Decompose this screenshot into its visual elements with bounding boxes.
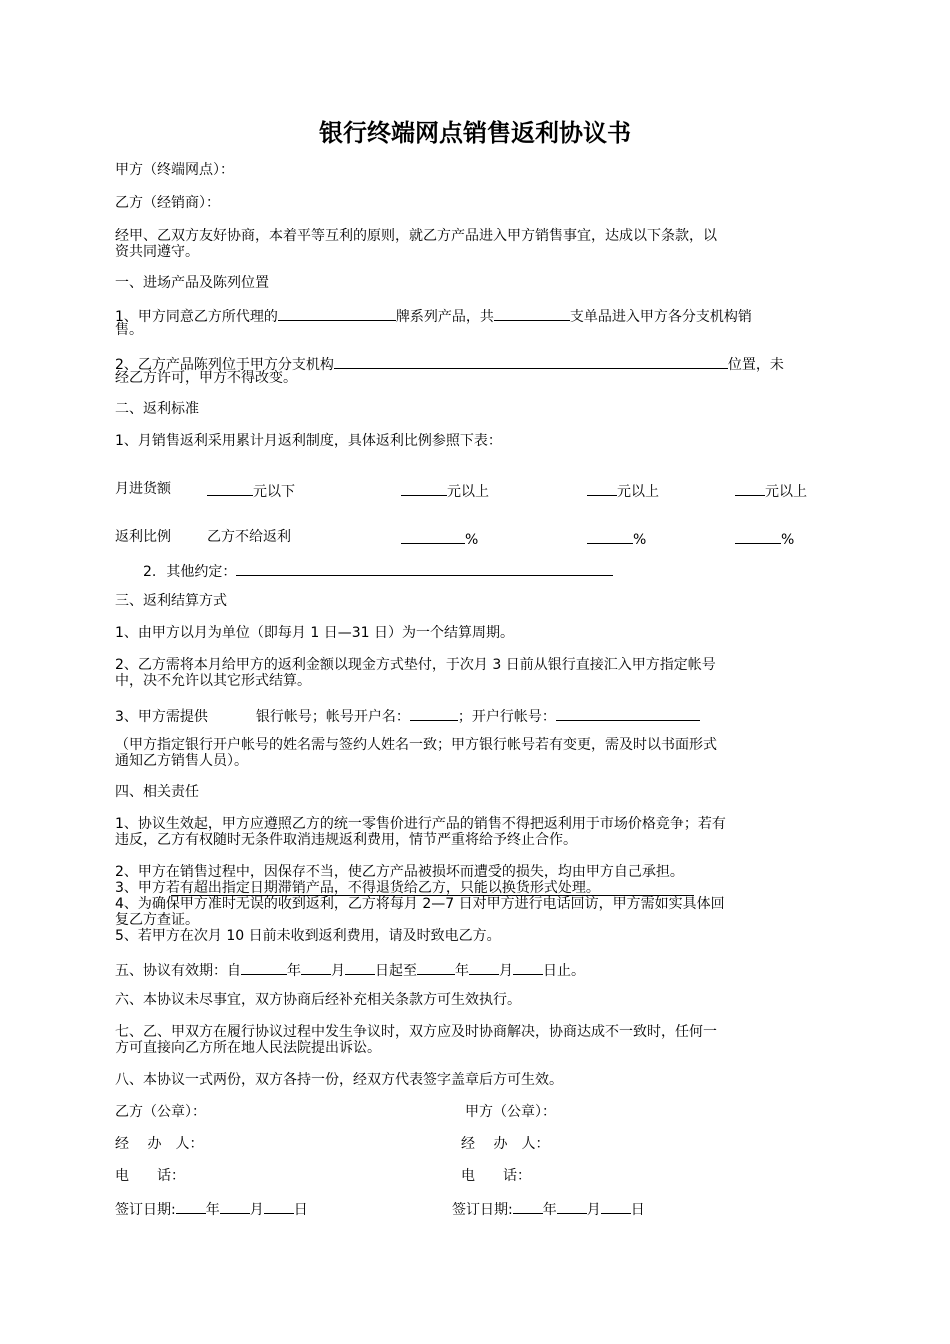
- section-8: 八、本协议一式两份，双方各持一份，经双方代表签字盖章后方可生效。: [115, 1072, 563, 1088]
- clause-4-5: 5、若甲方在次月 10 日前未收到返利费用，请及时致电乙方。: [115, 928, 501, 944]
- day-blank: [264, 1199, 294, 1214]
- purchase-tier-1: [207, 481, 295, 500]
- clause-3-1: 1、由甲方以月为单位（即每月 1 日—31 日）为一个结算周期。: [115, 625, 514, 641]
- clause-3-2-line-1: 2、乙方需将本月给甲方的返利金额以现金方式垫付，于次月 3 日前从银行直接汇入甲方指定帐号: [115, 657, 716, 673]
- party-b-phone: 电 话：: [115, 1168, 185, 1184]
- percent-sign: %: [465, 532, 479, 548]
- clause-text: ；开户行帐号：: [457, 709, 556, 725]
- clause-text: 月: [331, 963, 345, 979]
- party-b-sign-date: [115, 1199, 308, 1218]
- start-day-blank: [345, 960, 375, 975]
- date-unit: 日: [630, 1202, 645, 1218]
- year-blank: [176, 1199, 206, 1214]
- clause-2-1: 1、月销售返利采用累计月返利制度，具体返利比例参照下表：: [115, 433, 502, 449]
- clause-text: 日止。: [543, 963, 585, 979]
- clause-2-2: [143, 561, 613, 580]
- percent-sign: %: [633, 532, 647, 548]
- party-b-label: 乙方（经销商）：: [115, 195, 220, 211]
- clause-text: 银行帐号；帐号开户名：: [255, 709, 410, 725]
- party-a-phone: 电 话：: [461, 1168, 531, 1184]
- clause-text: 日起至: [375, 963, 417, 979]
- item-count-blank: [494, 306, 570, 321]
- party-a-sign-date: [452, 1199, 645, 1218]
- purchase-tier-3: [587, 481, 659, 500]
- date-unit: 年: [205, 1202, 220, 1218]
- clause-1-2-line-2: 经乙方许可，甲方不得改变。: [115, 370, 297, 386]
- rate-blank: [401, 529, 465, 544]
- clause-3-2-line-2: 中，决不允许以其它形式结算。: [115, 673, 311, 689]
- party-b-seal: 乙方（公章）：: [115, 1104, 206, 1120]
- clause-text: 月: [499, 963, 513, 979]
- party-a-agent: 经 办 人：: [461, 1136, 550, 1152]
- rate-tier-3: [587, 529, 646, 548]
- amount-blank: [401, 481, 447, 496]
- tier-text: 元以上: [765, 484, 807, 500]
- tier-text: 元以上: [447, 484, 489, 500]
- tier-text: 元以上: [617, 484, 659, 500]
- note-line-2: 通知乙方销售人员）。: [115, 753, 248, 769]
- clause-4-1-line-2: 违反，乙方有权随时无条件取消违规返利费用，情节严重将给予终止合作。: [115, 832, 577, 848]
- date-label: 签订日期:: [452, 1202, 513, 1218]
- section-6: 六、本协议未尽事宜，双方协商后经补充相关条款方可生效执行。: [115, 992, 521, 1008]
- table-row-label-purchase: 月进货额: [115, 481, 171, 497]
- clause-4-4-line-1: 4、为确保甲方准时无误的收到返利，乙方将每月 2—7 日对甲方进行电话回访，甲方需如实具体回: [115, 896, 725, 912]
- date-unit: 月: [249, 1202, 264, 1218]
- date-unit: 日: [293, 1202, 308, 1218]
- brand-blank: [278, 306, 396, 321]
- end-month-blank: [469, 960, 499, 975]
- start-month-blank: [301, 960, 331, 975]
- section-7-line-2: 方可直接向乙方所在地人民法院提出诉讼。: [115, 1040, 381, 1056]
- clause-text: 其他约定：: [166, 564, 237, 580]
- party-a-label: 甲方（终端网点）：: [115, 162, 234, 178]
- note-line-1: （甲方指定银行开户帐号的姓名需与签约人姓名一致；甲方银行帐号若有变更，需及时以书面形式: [115, 737, 717, 753]
- party-a-seal: 甲方（公章）：: [465, 1104, 556, 1120]
- position-blank: [334, 354, 728, 369]
- account-name-blank: [410, 706, 458, 721]
- percent-sign: %: [781, 532, 795, 548]
- other-terms-blank: [236, 561, 613, 576]
- purchase-tier-4: [735, 481, 807, 500]
- day-blank: [601, 1199, 631, 1214]
- date-unit: 年: [542, 1202, 557, 1218]
- date-label: 签订日期:: [115, 1202, 176, 1218]
- amount-blank: [207, 481, 253, 496]
- intro-line-1: 经甲、乙双方友好协商，本着平等互利的原则，就乙方产品进入甲方销售事宜，达成以下条款，以: [115, 228, 717, 244]
- rate-tier-1: 乙方不给返利: [207, 529, 291, 545]
- clause-text: 年: [287, 963, 301, 979]
- amount-blank: [735, 481, 765, 496]
- clause-text: 年: [455, 963, 469, 979]
- rate-tier-4: [735, 529, 794, 548]
- rate-tier-2: [401, 529, 478, 548]
- table-row-label-rate: 返利比例: [115, 529, 171, 545]
- clause-number: 2.: [143, 564, 157, 580]
- year-blank: [513, 1199, 543, 1214]
- section-2-heading: 二、返利标准: [115, 401, 199, 417]
- start-year-blank: [241, 960, 287, 975]
- clause-text: 1、甲方同意乙方所代理的: [115, 309, 278, 325]
- intro-line-2: 资共同遵守。: [115, 244, 199, 260]
- account-number-blank: [556, 706, 700, 721]
- clause-text: 位置，未: [727, 357, 784, 373]
- section-5-validity: [115, 960, 585, 979]
- clause-text: 2、乙方产品陈列位于甲方分支机构: [115, 357, 334, 373]
- document-title: 银行终端网点销售返利协议书: [319, 119, 631, 147]
- party-b-agent: 经 办 人：: [115, 1136, 204, 1152]
- section-1-heading: 一、进场产品及陈列位置: [115, 275, 269, 291]
- clause-text: 牌系列产品，共: [395, 309, 494, 325]
- section-7-line-1: 七、乙、甲双方在履行协议过程中发生争议时，双方应及时协商解决，协商达成不一致时，任何一: [115, 1024, 717, 1040]
- end-year-blank: [417, 960, 455, 975]
- month-blank: [557, 1199, 587, 1214]
- rate-blank: [735, 529, 781, 544]
- clause-3-3: [115, 706, 700, 725]
- clause-4-1-line-1: 1、协议生效起，甲方应遵照乙方的统一零售价进行产品的销售不得把返利用于市场价格竞争；若有: [115, 816, 726, 832]
- clause-text: 五、协议有效期：自: [115, 963, 241, 979]
- clause-4-4-line-2: 复乙方查证。: [115, 912, 199, 928]
- clause-text: 3、甲方需提供: [115, 709, 208, 725]
- clause-text: 3、甲方若有超出指定日期滞销产品，不得退货给乙方，只能以换货形式处理。: [115, 880, 600, 896]
- purchase-tier-2: [401, 481, 489, 500]
- tier-text: 元以下: [253, 484, 295, 500]
- clause-4-2: 2、甲方在销售过程中，因保存不当，使乙方产品被损坏而遭受的损失，均由甲方自己承担。: [115, 864, 684, 880]
- amount-blank: [587, 481, 617, 496]
- date-unit: 月: [586, 1202, 601, 1218]
- clause-1-1-line-2: 售。: [115, 322, 143, 338]
- section-3-heading: 三、返利结算方式: [115, 593, 227, 609]
- end-day-blank: [513, 960, 543, 975]
- clause-4-3: [115, 880, 600, 896]
- clause-1-1-line-1: [115, 306, 752, 325]
- month-blank: [220, 1199, 250, 1214]
- clause-text: 支单品进入甲方各分支机构销: [569, 309, 752, 325]
- section-4-heading: 四、相关责任: [115, 784, 199, 800]
- rate-blank: [587, 529, 633, 544]
